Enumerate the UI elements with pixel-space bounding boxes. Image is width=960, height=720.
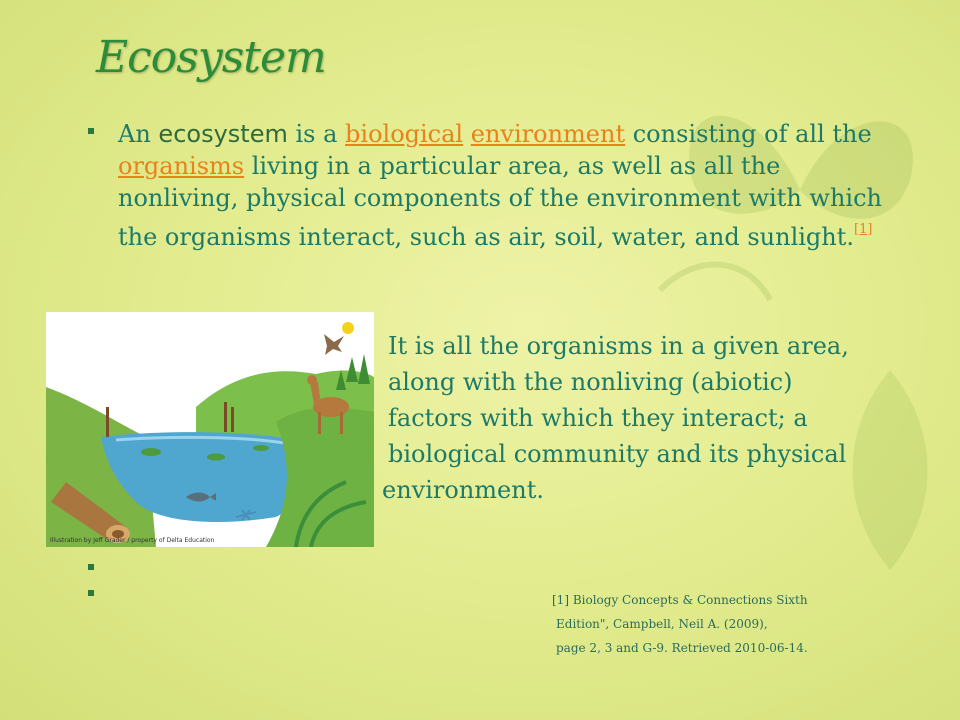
ecosystem-keyword: ecosystem: [158, 120, 288, 148]
description-line: along with the nonliving (abiotic): [388, 368, 793, 396]
biological-link[interactable]: biological: [345, 120, 464, 148]
description-line: biological community and its physical: [388, 440, 847, 468]
description-line: environment.: [382, 476, 544, 504]
bullet-marker: [88, 128, 94, 134]
ecosystem-description: [382, 328, 928, 508]
paragraph-text: is a: [287, 120, 346, 148]
environment-link[interactable]: environment: [470, 120, 626, 148]
illustration-credit: Illustration by Jeff Grader / property of Delta Education: [50, 537, 215, 544]
citation-superscript: [854, 222, 872, 237]
reference-line: [1] Biology Concepts & Connections Sixth: [552, 593, 808, 607]
reference-footnote: [552, 588, 808, 660]
bullet-marker-reference: [88, 590, 94, 596]
ecosystem-definition-paragraph: [118, 118, 908, 253]
citation-link[interactable]: [1]: [854, 222, 873, 237]
bullet-marker-empty: [88, 564, 94, 570]
slide-title: Ecosystem: [96, 32, 326, 83]
sun-icon: [342, 322, 354, 334]
ecosystem-illustration-icon: [46, 312, 374, 547]
paragraph-text: An: [118, 120, 159, 148]
description-line: It is all the organisms in a given area,: [388, 332, 849, 360]
description-line: factors with which they interact; a: [388, 404, 808, 432]
reference-line: page 2, 3 and G-9. Retrieved 2010-06-14.: [556, 641, 808, 655]
paragraph-text: living in a particular area, as well as all the nonliving, physical components of the environment with which the organisms interact, such as air, soil, water, and sunlight.: [118, 152, 883, 251]
paragraph-space: [463, 120, 471, 148]
ecosystem-illustration: [46, 312, 374, 547]
paragraph-text: consisting of all the: [625, 120, 872, 148]
organisms-link[interactable]: organisms: [118, 152, 245, 180]
reference-line: Edition", Campbell, Neil A. (2009),: [556, 617, 768, 631]
